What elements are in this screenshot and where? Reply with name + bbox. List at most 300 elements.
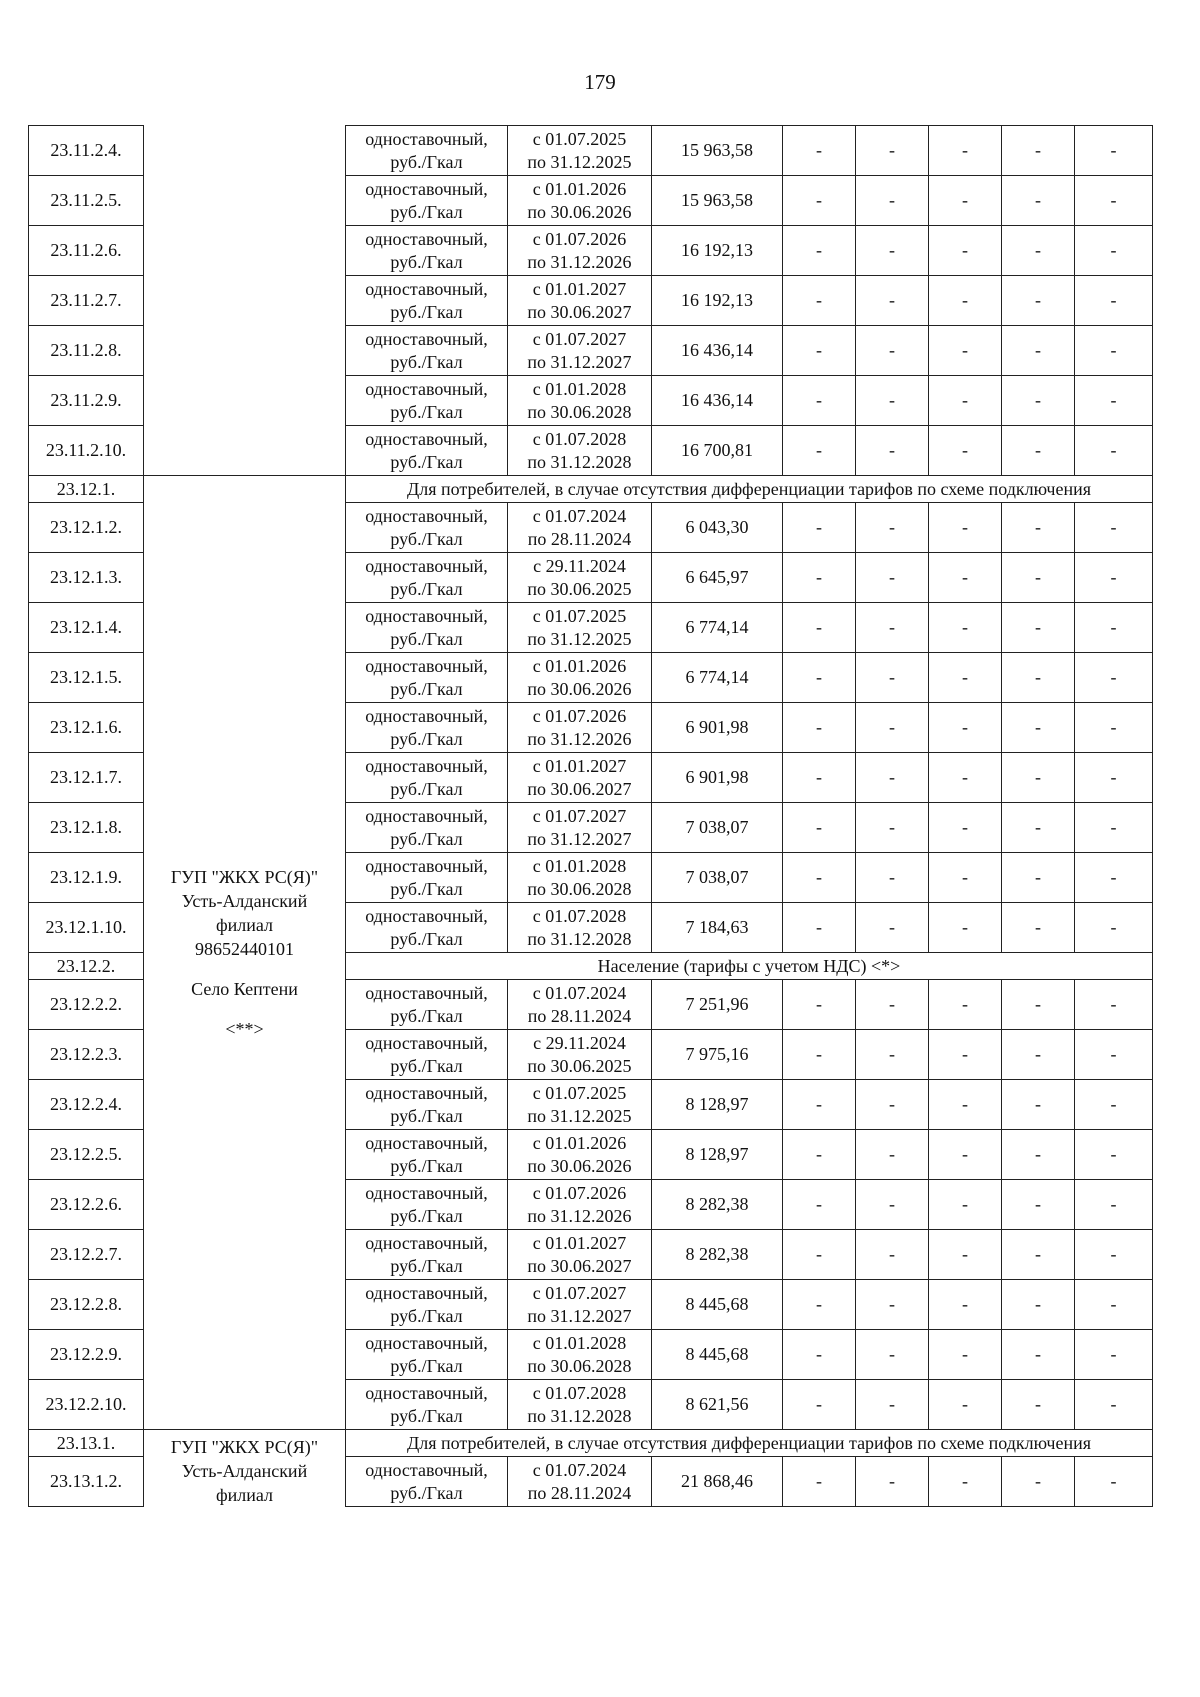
tariff-type-cell: одноставочный, руб./Гкал [346, 553, 508, 603]
period-cell [508, 703, 652, 753]
dash-cell: - [1002, 226, 1075, 276]
period-cell [508, 1180, 652, 1230]
period-from: с 01.07.2024 [532, 982, 627, 1003]
period-cell [508, 276, 652, 326]
period-cell [508, 1230, 652, 1280]
dash-cell: - [1075, 326, 1153, 376]
period-to: по 30.06.2028 [527, 1355, 632, 1376]
dash-cell: - [783, 1130, 856, 1180]
dash-cell: - [929, 753, 1002, 803]
row-number: 23.12.1.9. [29, 853, 144, 903]
period-cell [508, 1380, 652, 1430]
period-from: с 01.07.2026 [532, 1182, 627, 1203]
dash-cell: - [856, 603, 929, 653]
dash-cell: - [1002, 603, 1075, 653]
dash-cell: - [1002, 1330, 1075, 1380]
row-number: 23.12.2.8. [29, 1280, 144, 1330]
row-number: 23.12.2.6. [29, 1180, 144, 1230]
tariff-value: 6 043,30 [652, 503, 783, 553]
org-line1: ГУП "ЖКХ РС(Я)" [170, 1436, 319, 1457]
dash-cell: - [1075, 503, 1153, 553]
dash-cell: - [929, 126, 1002, 176]
tariff-type-cell: одноставочный, руб./Гкал [346, 1457, 508, 1507]
dash-cell: - [1002, 703, 1075, 753]
period-from: с 29.11.2024 [533, 555, 626, 576]
tariff-type-cell: одноставочный, руб./Гкал [346, 603, 508, 653]
period-cell [508, 426, 652, 476]
dash-cell: - [929, 276, 1002, 326]
period-to: по 28.11.2024 [527, 1005, 632, 1026]
row-number: 23.12.1.4. [29, 603, 144, 653]
period-cell [508, 853, 652, 903]
row-number: 23.12.1.10. [29, 903, 144, 953]
tariff-type-cell: одноставочный, руб./Гкал [346, 1030, 508, 1080]
dash-cell: - [929, 903, 1002, 953]
tariff-value: 21 868,46 [652, 1457, 783, 1507]
period-to: по 28.11.2024 [527, 528, 632, 549]
dash-cell: - [929, 326, 1002, 376]
tariff-type-cell: одноставочный, руб./Гкал [346, 1230, 508, 1280]
tariff-type-cell: одноставочный, руб./Гкал [346, 980, 508, 1030]
dash-cell: - [856, 553, 929, 603]
dash-cell: - [856, 426, 929, 476]
dash-cell: - [856, 753, 929, 803]
section-header-row [29, 476, 1153, 503]
dash-cell: - [856, 276, 929, 326]
org-note: <**> [225, 1018, 264, 1039]
period-cell [508, 803, 652, 853]
dash-cell: - [929, 553, 1002, 603]
period-to: по 31.12.2027 [527, 828, 632, 849]
tariff-type-cell: одноставочный, руб./Гкал [346, 376, 508, 426]
row-number: 23.11.2.7. [29, 276, 144, 326]
tariff-value: 8 621,56 [652, 1380, 783, 1430]
section-number: 23.13.1. [29, 1430, 144, 1457]
dash-cell: - [783, 703, 856, 753]
dash-cell: - [1002, 1180, 1075, 1230]
period-cell [508, 1330, 652, 1380]
page-number: 179 [584, 70, 616, 94]
period-cell [508, 1080, 652, 1130]
dash-cell: - [1075, 1080, 1153, 1130]
dash-cell: - [856, 803, 929, 853]
dash-cell: - [1075, 903, 1153, 953]
dash-cell: - [1002, 326, 1075, 376]
period-from: с 01.01.2026 [532, 1132, 627, 1153]
dash-cell: - [1075, 703, 1153, 753]
period-to: по 31.12.2026 [527, 728, 632, 749]
org-line3: филиал [215, 914, 274, 935]
org-place: Село Кептени [191, 978, 298, 999]
dash-cell: - [783, 1280, 856, 1330]
dash-cell: - [1075, 803, 1153, 853]
period-from: с 01.07.2025 [532, 605, 627, 626]
dash-cell: - [783, 1080, 856, 1130]
period-from: с 01.07.2024 [532, 505, 627, 526]
org-line2: Усть-Алданский [181, 890, 308, 911]
row-number: 23.12.2.4. [29, 1080, 144, 1130]
tariff-type-cell: одноставочный, руб./Гкал [346, 503, 508, 553]
tariff-type-cell: одноставочный, руб./Гкал [346, 126, 508, 176]
dash-cell: - [1002, 903, 1075, 953]
row-number: 23.12.1.3. [29, 553, 144, 603]
dash-cell: - [1075, 426, 1153, 476]
dash-cell: - [783, 553, 856, 603]
dash-cell: - [783, 276, 856, 326]
period-to: по 30.06.2027 [527, 778, 632, 799]
dash-cell: - [929, 603, 1002, 653]
dash-cell: - [1002, 176, 1075, 226]
tariff-value: 8 445,68 [652, 1280, 783, 1330]
period-cell [508, 1030, 652, 1080]
tariff-type-cell: одноставочный, руб./Гкал [346, 1080, 508, 1130]
period-to: по 31.12.2025 [527, 151, 632, 172]
dash-cell: - [1075, 1280, 1153, 1330]
dash-cell: - [929, 1030, 1002, 1080]
dash-cell: - [1002, 853, 1075, 903]
dash-cell: - [783, 426, 856, 476]
section-header-row [29, 1430, 1153, 1457]
dash-cell: - [929, 376, 1002, 426]
row-number: 23.12.1.8. [29, 803, 144, 853]
period-from: с 01.01.2028 [532, 855, 627, 876]
tariff-type-cell: одноставочный, руб./Гкал [346, 226, 508, 276]
period-to: по 31.12.2026 [527, 251, 632, 272]
tariff-type-cell: одноставочный, руб./Гкал [346, 1380, 508, 1430]
tariff-type-cell: одноставочный, руб./Гкал [346, 1280, 508, 1330]
dash-cell: - [783, 1230, 856, 1280]
dash-cell: - [1075, 753, 1153, 803]
tariff-value: 6 774,14 [652, 603, 783, 653]
row-number: 23.12.1.6. [29, 703, 144, 753]
organization-cell [144, 1430, 346, 1507]
dash-cell: - [1002, 553, 1075, 603]
dash-cell: - [1002, 1030, 1075, 1080]
period-to: по 30.06.2026 [527, 678, 632, 699]
period-from: с 01.07.2025 [532, 1082, 627, 1103]
row-number: 23.12.1.2. [29, 503, 144, 553]
dash-cell: - [929, 803, 1002, 853]
period-from: с 01.07.2026 [532, 228, 627, 249]
period-from: с 01.07.2026 [532, 705, 627, 726]
section-title: Для потребителей, в случае отсутствия дифференциации тарифов по схеме подключения [346, 476, 1153, 503]
tariff-type-cell: одноставочный, руб./Гкал [346, 1130, 508, 1180]
period-from: с 01.07.2028 [532, 905, 627, 926]
dash-cell: - [783, 1457, 856, 1507]
period-from: с 01.07.2027 [532, 805, 627, 826]
dash-cell: - [783, 853, 856, 903]
dash-cell: - [1075, 376, 1153, 426]
section-title: Для потребителей, в случае отсутствия дифференциации тарифов по схеме подключения [346, 1430, 1153, 1457]
period-cell [508, 503, 652, 553]
period-from: с 01.01.2028 [532, 378, 627, 399]
dash-cell: - [783, 326, 856, 376]
period-to: по 30.06.2025 [527, 1055, 632, 1076]
dash-cell: - [783, 803, 856, 853]
org-line3: филиал [215, 1484, 274, 1505]
org-gap [146, 1001, 343, 1017]
dash-cell: - [929, 1080, 1002, 1130]
dash-cell: - [1002, 1380, 1075, 1430]
period-from: с 01.01.2026 [532, 178, 627, 199]
dash-cell: - [929, 980, 1002, 1030]
dash-cell: - [1075, 980, 1153, 1030]
period-cell [508, 1280, 652, 1330]
dash-cell: - [783, 603, 856, 653]
period-to: по 31.12.2027 [527, 351, 632, 372]
section-number: 23.12.2. [29, 953, 144, 980]
org-gap [146, 961, 343, 977]
period-to: по 31.12.2025 [527, 628, 632, 649]
table-row [29, 126, 1153, 176]
dash-cell: - [929, 1330, 1002, 1380]
dash-cell: - [1075, 653, 1153, 703]
dash-cell: - [783, 1180, 856, 1230]
tariff-value: 8 282,38 [652, 1180, 783, 1230]
period-from: с 01.07.2028 [532, 1382, 627, 1403]
period-cell [508, 176, 652, 226]
period-from: с 01.07.2025 [532, 128, 627, 149]
tariff-value: 16 192,13 [652, 226, 783, 276]
period-cell [508, 1457, 652, 1507]
dash-cell: - [1002, 653, 1075, 703]
tariff-table-body [29, 126, 1153, 1507]
tariff-value: 6 901,98 [652, 753, 783, 803]
dash-cell: - [856, 1180, 929, 1230]
period-cell [508, 903, 652, 953]
tariff-value: 6 774,14 [652, 653, 783, 703]
dash-cell: - [783, 1030, 856, 1080]
dash-cell: - [856, 326, 929, 376]
dash-cell: - [783, 753, 856, 803]
tariff-value: 7 251,96 [652, 980, 783, 1030]
dash-cell: - [1002, 1080, 1075, 1130]
period-to: по 31.12.2026 [527, 1205, 632, 1226]
tariff-type-cell: одноставочный, руб./Гкал [346, 703, 508, 753]
period-to: по 31.12.2027 [527, 1305, 632, 1326]
tariff-value: 16 436,14 [652, 376, 783, 426]
tariff-type-cell: одноставочный, руб./Гкал [346, 753, 508, 803]
dash-cell: - [1002, 1230, 1075, 1280]
dash-cell: - [1002, 126, 1075, 176]
period-to: по 30.06.2026 [527, 1155, 632, 1176]
tariff-value: 15 963,58 [652, 176, 783, 226]
period-to: по 31.12.2028 [527, 928, 632, 949]
tariff-value: 6 901,98 [652, 703, 783, 753]
dash-cell: - [929, 503, 1002, 553]
dash-cell: - [1075, 1230, 1153, 1280]
row-number: 23.11.2.8. [29, 326, 144, 376]
row-number: 23.11.2.5. [29, 176, 144, 226]
dash-cell: - [1075, 226, 1153, 276]
dash-cell: - [856, 980, 929, 1030]
tariff-value: 15 963,58 [652, 126, 783, 176]
dash-cell: - [856, 176, 929, 226]
dash-cell: - [856, 226, 929, 276]
dash-cell: - [856, 1080, 929, 1130]
dash-cell: - [929, 703, 1002, 753]
tariff-value: 16 192,13 [652, 276, 783, 326]
period-cell [508, 226, 652, 276]
tariff-value: 8 128,97 [652, 1080, 783, 1130]
row-number: 23.12.2.2. [29, 980, 144, 1030]
period-cell [508, 753, 652, 803]
tariff-type-cell: одноставочный, руб./Гкал [346, 426, 508, 476]
period-cell [508, 553, 652, 603]
dash-cell: - [929, 1380, 1002, 1430]
dash-cell: - [1075, 553, 1153, 603]
period-to: по 31.12.2028 [527, 1405, 632, 1426]
dash-cell: - [929, 426, 1002, 476]
dash-cell: - [856, 1230, 929, 1280]
tariff-type-cell: одноставочный, руб./Гкал [346, 903, 508, 953]
dash-cell: - [783, 980, 856, 1030]
row-number: 23.12.2.10. [29, 1380, 144, 1430]
dash-cell: - [783, 1330, 856, 1380]
tariff-value: 8 445,68 [652, 1330, 783, 1380]
period-cell [508, 1130, 652, 1180]
dash-cell: - [783, 653, 856, 703]
dash-cell: - [1002, 376, 1075, 426]
tariff-type-cell: одноставочный, руб./Гкал [346, 176, 508, 226]
period-cell [508, 326, 652, 376]
dash-cell: - [856, 1130, 929, 1180]
row-number: 23.12.1.7. [29, 753, 144, 803]
dash-cell: - [1075, 126, 1153, 176]
dash-cell: - [1075, 1130, 1153, 1180]
period-cell [508, 126, 652, 176]
dash-cell: - [783, 176, 856, 226]
dash-cell: - [783, 1380, 856, 1430]
dash-cell: - [856, 1457, 929, 1507]
dash-cell: - [1002, 980, 1075, 1030]
organization-cell-blank [144, 126, 346, 476]
row-number: 23.12.2.3. [29, 1030, 144, 1080]
tariff-value: 7 975,16 [652, 1030, 783, 1080]
dash-cell: - [929, 226, 1002, 276]
dash-cell: - [856, 126, 929, 176]
dash-cell: - [856, 1380, 929, 1430]
period-from: с 01.01.2027 [532, 1232, 627, 1253]
dash-cell: - [929, 176, 1002, 226]
period-from: с 01.01.2026 [532, 655, 627, 676]
dash-cell: - [1002, 503, 1075, 553]
dash-cell: - [783, 126, 856, 176]
dash-cell: - [1002, 426, 1075, 476]
dash-cell: - [929, 1457, 1002, 1507]
tariff-type-cell: одноставочный, руб./Гкал [346, 276, 508, 326]
row-number: 23.11.2.4. [29, 126, 144, 176]
tariff-type-cell: одноставочный, руб./Гкал [346, 653, 508, 703]
period-from: с 01.07.2024 [532, 1459, 627, 1480]
tariff-type-cell: одноставочный, руб./Гкал [346, 1330, 508, 1380]
period-cell [508, 980, 652, 1030]
period-from: с 01.07.2027 [532, 1282, 627, 1303]
tariff-value: 16 700,81 [652, 426, 783, 476]
dash-cell: - [856, 653, 929, 703]
period-cell [508, 653, 652, 703]
dash-cell: - [783, 503, 856, 553]
dash-cell: - [783, 376, 856, 426]
dash-cell: - [929, 1230, 1002, 1280]
dash-cell: - [856, 853, 929, 903]
dash-cell: - [1002, 753, 1075, 803]
row-number: 23.12.2.9. [29, 1330, 144, 1380]
tariff-type-cell: одноставочный, руб./Гкал [346, 1180, 508, 1230]
dash-cell: - [1075, 176, 1153, 226]
period-from: с 01.01.2027 [532, 278, 627, 299]
period-from: с 01.07.2027 [532, 328, 627, 349]
dash-cell: - [1075, 853, 1153, 903]
tariff-value: 7 038,07 [652, 803, 783, 853]
tariff-value: 7 184,63 [652, 903, 783, 953]
tariff-value: 8 128,97 [652, 1130, 783, 1180]
row-number: 23.12.1.5. [29, 653, 144, 703]
dash-cell: - [1002, 276, 1075, 326]
dash-cell: - [783, 226, 856, 276]
section-title: Население (тарифы с учетом НДС) <*> [346, 953, 1153, 980]
dash-cell: - [1075, 1030, 1153, 1080]
tariff-table [28, 125, 1153, 1507]
dash-cell: - [1075, 1330, 1153, 1380]
period-from: с 01.01.2027 [532, 755, 627, 776]
dash-cell: - [856, 1280, 929, 1330]
tariff-value: 16 436,14 [652, 326, 783, 376]
dash-cell: - [1002, 1457, 1075, 1507]
period-to: по 30.06.2028 [527, 878, 632, 899]
period-cell [508, 376, 652, 426]
row-number: 23.12.2.7. [29, 1230, 144, 1280]
tariff-type-cell: одноставочный, руб./Гкал [346, 326, 508, 376]
period-to: по 31.12.2025 [527, 1105, 632, 1126]
dash-cell: - [1075, 1380, 1153, 1430]
dash-cell: - [1002, 1280, 1075, 1330]
dash-cell: - [929, 853, 1002, 903]
dash-cell: - [856, 903, 929, 953]
dash-cell: - [856, 376, 929, 426]
organization-cell [144, 476, 346, 1430]
org-code: 98652440101 [195, 938, 294, 959]
dash-cell: - [856, 1330, 929, 1380]
dash-cell: - [1075, 276, 1153, 326]
tariff-value: 8 282,38 [652, 1230, 783, 1280]
tariff-type-cell: одноставочный, руб./Гкал [346, 853, 508, 903]
period-from: с 01.07.2028 [532, 428, 627, 449]
period-to: по 28.11.2024 [527, 1482, 632, 1503]
tariff-value: 7 038,07 [652, 853, 783, 903]
row-number: 23.11.2.6. [29, 226, 144, 276]
org-line2: Усть-Алданский [181, 1460, 308, 1481]
dash-cell: - [1075, 1457, 1153, 1507]
dash-cell: - [1002, 803, 1075, 853]
row-number: 23.11.2.9. [29, 376, 144, 426]
period-to: по 30.06.2027 [527, 301, 632, 322]
period-cell [508, 603, 652, 653]
dash-cell: - [1075, 1180, 1153, 1230]
dash-cell: - [929, 1180, 1002, 1230]
dash-cell: - [1002, 1130, 1075, 1180]
dash-cell: - [929, 653, 1002, 703]
period-from: с 29.11.2024 [533, 1032, 626, 1053]
dash-cell: - [929, 1130, 1002, 1180]
period-to: по 30.06.2025 [527, 578, 632, 599]
dash-cell: - [1075, 603, 1153, 653]
dash-cell: - [856, 703, 929, 753]
dash-cell: - [929, 1280, 1002, 1330]
period-to: по 31.12.2028 [527, 451, 632, 472]
section-number: 23.12.1. [29, 476, 144, 503]
period-to: по 30.06.2028 [527, 401, 632, 422]
